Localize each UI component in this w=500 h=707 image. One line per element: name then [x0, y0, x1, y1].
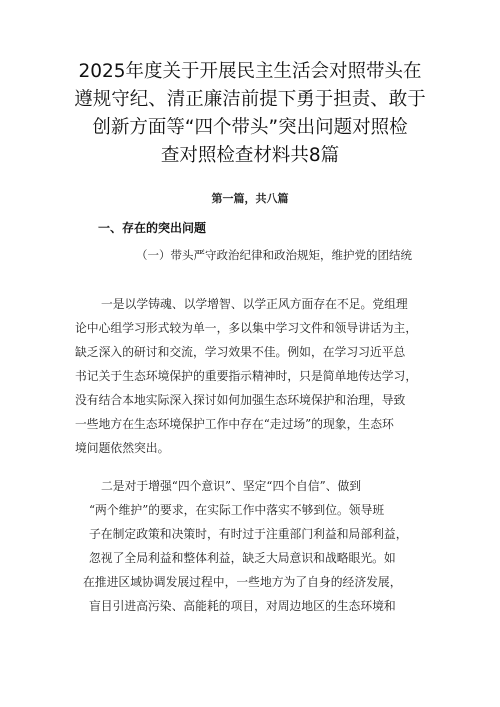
paragraph-2: [75, 474, 408, 618]
title-line: 创新方面等“四个带头”突出问题对照检: [92, 117, 408, 138]
paragraph-line: 没有结合本地实际深入探讨如何加强生态环境保护和治理，导致: [75, 393, 406, 407]
paragraph-line: 一些地方在生态环境保护工作中存在“走过场”的现象，生态环: [75, 417, 394, 431]
paragraph-line: 在推进区域协调发展过程中，一些地方为了自身的经济发展，: [83, 575, 402, 589]
paragraph-line: 一是以学铸魂、以学增智、以学正风方面存在不足。党组理: [101, 297, 408, 311]
title-line: 2025年度关于开展民主生活会对照带头在: [78, 61, 422, 82]
sub-heading: （一）带头严守政治纪律和政治规矩，维护党的团结统: [136, 248, 412, 262]
paragraph-1: [75, 292, 417, 460]
title-line: 遵规守纪、清正廉洁前提下勇于担责、敢于: [74, 89, 426, 110]
paragraph-line: 二是对于增强“四个意识”、坚定“四个自信”、做到: [101, 479, 362, 493]
document-subtitle: 第一篇，共八篇: [211, 192, 289, 205]
paragraph-line: 缺乏深入的研讨和交流，学习效果不佳。例如，在学习习近平总: [75, 345, 406, 359]
paragraph-line: 子在制定政策和决策时，有时过于注重部门利益和局部利益，: [89, 527, 408, 541]
paragraph-line: 境问题依然突出。: [75, 441, 170, 455]
document-title: [40, 58, 460, 170]
section-heading: 一、存在的突出问题: [98, 221, 207, 235]
paragraph-line: 论中心组学习形式较为单一，多以集中学习文件和领导讲话为主，: [75, 321, 418, 335]
paragraph-line: 盲目引进高污染、高能耗的项目，对周边地区的生态环境和: [89, 599, 396, 613]
paragraph-line: “两个维护”的要求，在实际工作中落实不够到位。领导班: [89, 503, 385, 517]
paragraph-line: 忽视了全局利益和整体利益，缺乏大局意识和战略眼光。如: [89, 551, 396, 565]
paragraph-line: 书记关于生态环境保护的重要指示精神时，只是简单地传达学习，: [75, 369, 418, 383]
title-line: 查对照检查材料共8篇: [160, 145, 340, 166]
